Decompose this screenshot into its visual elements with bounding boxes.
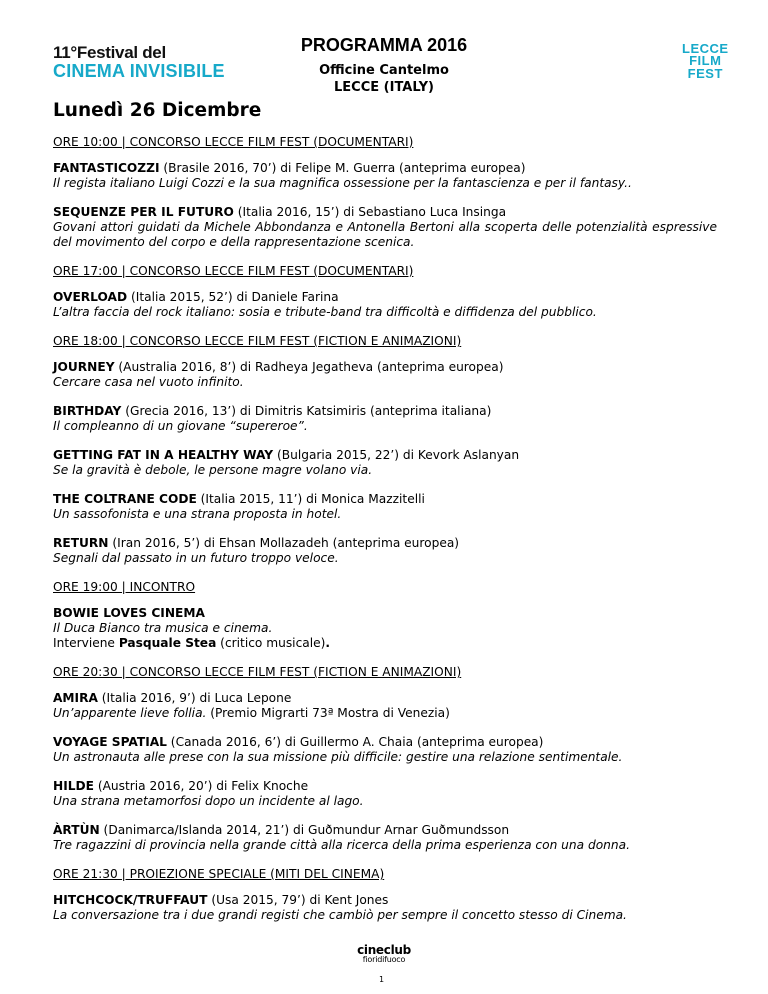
film-entry	[53, 161, 717, 191]
film-info: (Austria 2016, 20’) di Felix Knoche	[93, 779, 309, 793]
film-description: Un astronauta alle prese con la sua missione più difficile: gestire una relazione sentimentale.	[53, 750, 623, 764]
film-entry	[53, 536, 717, 566]
event-title: BOWIE LOVES CINEMA	[53, 606, 205, 620]
film-info: (Italia 2015, 52’) di Daniele Farina	[127, 290, 339, 304]
venue-name: Officine Cantelmo	[319, 63, 449, 78]
film-info: (Iran 2016, 5’) di Ehsan Mollazadeh (anteprima europea)	[108, 536, 460, 550]
lecce-film-fest-logo	[682, 43, 729, 80]
film-title: RETURN	[53, 536, 109, 550]
guest-prefix: Interviene	[53, 636, 119, 650]
film-award: (Premio Migrarti 73ª Mostra di Venezia)	[206, 706, 450, 720]
cineclub-logo-line2: fioridifuoco	[362, 955, 406, 964]
film-entry	[53, 290, 717, 320]
film-description: Il compleanno di un giovane “supereroe”.	[53, 419, 308, 433]
lff-logo-line2: FILM	[689, 53, 722, 69]
guest-end: .	[325, 636, 331, 650]
program-content	[53, 100, 717, 937]
festival-logo-line2: CINEMA INVISIBILE	[53, 61, 225, 81]
slot-heading: ORE 18:00 | CONCORSO LECCE FILM FEST (FICTION E ANIMAZIONI)	[53, 334, 462, 348]
film-info: (Italia 2016, 9’) di Luca Lepone	[97, 691, 292, 705]
film-info: (Canada 2016, 6’) di Guillermo A. Chaia (anteprima europea)	[166, 735, 544, 749]
film-entry	[53, 823, 717, 853]
film-entry	[53, 360, 717, 390]
film-title: SEQUENZE PER IL FUTURO	[53, 205, 234, 219]
lff-logo-line1: LECCE	[682, 41, 729, 56]
film-entry	[53, 448, 717, 478]
film-title: HILDE	[53, 779, 94, 793]
film-title: AMIRA	[53, 691, 98, 705]
cineclub-logo-line1: cineclub	[357, 943, 411, 957]
event-entry	[53, 606, 717, 651]
film-entry	[53, 492, 717, 522]
slot-heading: ORE 20:30 | CONCORSO LECCE FILM FEST (FICTION E ANIMAZIONI)	[53, 665, 462, 679]
day-heading: Lunedì 26 Dicembre	[53, 100, 262, 121]
page-title: PROGRAMMA 2016	[300, 35, 468, 55]
film-title: VOYAGE SPATIAL	[53, 735, 167, 749]
film-info: (Italia 2015, 11’) di Monica Mazzitelli	[196, 492, 425, 506]
lff-logo-line3: FEST	[687, 65, 723, 81]
film-title: FANTASTICOZZI	[53, 161, 160, 175]
film-info: (Grecia 2016, 13’) di Dimitris Katsimiris (anteprima italiana)	[121, 404, 492, 418]
film-entry	[53, 205, 717, 250]
film-info: (Australia 2016, 8’) di Radheya Jegatheva (anteprima europea)	[114, 360, 504, 374]
film-title: JOURNEY	[53, 360, 115, 374]
film-title: OVERLOAD	[53, 290, 128, 304]
guest-role: (critico musicale)	[216, 636, 326, 650]
film-entry	[53, 691, 717, 721]
film-description: Una strana metamorfosi dopo un incidente al lago.	[53, 794, 364, 808]
film-description: Cercare casa nel vuoto infinito.	[53, 375, 244, 389]
cineclub-logo	[340, 944, 428, 964]
slot-heading: ORE 21:30 | PROIEZIONE SPECIALE (MITI DEL CINEMA)	[53, 867, 385, 881]
film-info: (Italia 2016, 15’) di Sebastiano Luca Insinga	[233, 205, 507, 219]
film-description: Se la gravità è debole, le persone magre volano via.	[53, 463, 373, 477]
film-description: Il regista italiano Luigi Cozzi e la sua magnifica ossessione per la fantascienza e per il fantasy..	[53, 176, 632, 190]
film-info: (Danimarca/Islanda 2014, 21’) di Guðmundur Arnar Guðmundsson	[99, 823, 510, 837]
film-entry	[53, 735, 717, 765]
venue-city: LECCE (ITALY)	[334, 80, 434, 95]
film-info: (Brasile 2016, 70’) di Felipe M. Guerra (anteprima europea)	[159, 161, 526, 175]
film-description: Un sassofonista e una strana proposta in hotel.	[53, 507, 342, 521]
festival-logo-line1: 11°Festival del	[53, 43, 166, 62]
film-description: Tre ragazzini di provincia nella grande città alla ricerca della prima esperienza con una donna.	[53, 838, 630, 852]
film-title: THE COLTRANE CODE	[53, 492, 197, 506]
film-title: HITCHCOCK/TRUFFAUT	[53, 893, 208, 907]
festival-logo	[53, 44, 225, 80]
document-header	[200, 35, 568, 95]
event-description: Il Duca Bianco tra musica e cinema.	[53, 621, 273, 635]
film-description: Segnali dal passato in un futuro troppo veloce.	[53, 551, 339, 565]
film-title: GETTING FAT IN A HEALTHY WAY	[53, 448, 274, 462]
film-entry	[53, 893, 717, 923]
page-number: 1	[379, 975, 385, 984]
film-description: Govani attori guidati da Michele Abbondanza e Antonella Bertoni alla scoperta delle potenzialità espressive del movimento del corpo e della rappresentazione scenica.	[53, 220, 717, 249]
film-info: (Usa 2015, 79’) di Kent Jones	[207, 893, 389, 907]
film-description: La conversazione tra i due grandi registi che cambiò per sempre il concetto stesso di Cinema.	[53, 908, 627, 922]
film-description: Un’apparente lieve follia.	[53, 706, 207, 720]
slot-heading: ORE 19:00 | INCONTRO	[53, 580, 196, 594]
film-title: BIRTHDAY	[53, 404, 122, 418]
film-info: (Bulgaria 2015, 22’) di Kevork Aslanyan	[273, 448, 520, 462]
slot-heading: ORE 17:00 | CONCORSO LECCE FILM FEST (DOCUMENTARI)	[53, 264, 414, 278]
film-title: ÀRTÙN	[53, 823, 100, 837]
film-entry	[53, 779, 717, 809]
film-entry	[53, 404, 717, 434]
slot-heading: ORE 10:00 | CONCORSO LECCE FILM FEST (DOCUMENTARI)	[53, 135, 414, 149]
guest-name: Pasquale Stea	[118, 636, 217, 650]
film-description: L’altra faccia del rock italiano: sosia e tribute-band tra difficoltà e diffidenza del pubblico.	[53, 305, 597, 319]
